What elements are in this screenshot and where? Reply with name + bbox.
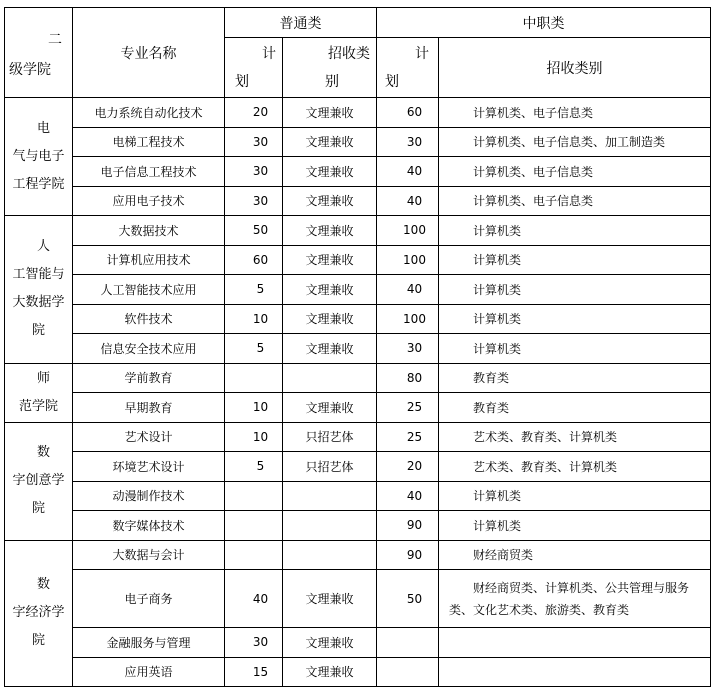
vcategory-cell: 计算机类 xyxy=(439,481,711,511)
major-cell: 大数据技术 xyxy=(73,216,225,246)
table-row xyxy=(5,481,711,511)
category-cell: 文理兼收 xyxy=(283,186,377,216)
vocational-header: 中职类 xyxy=(377,8,711,38)
table-row xyxy=(5,452,711,482)
category-cell: 只招艺体 xyxy=(283,422,377,452)
vplan-cell: 30 xyxy=(377,334,439,364)
vplan-cell: 100 xyxy=(377,304,439,334)
vcategory-cell: 计算机类、电子信息类 xyxy=(439,157,711,187)
table-row xyxy=(5,186,711,216)
vplan-cell: 40 xyxy=(377,481,439,511)
vplan-cell: 40 xyxy=(377,186,439,216)
plan-cell: 5 xyxy=(225,452,283,482)
category-cell: 文理兼收 xyxy=(283,127,377,157)
college-name-line: 字经济学 xyxy=(12,605,65,621)
college-name-line: 院 xyxy=(31,633,45,649)
category-header-part2: 别 xyxy=(325,74,339,90)
table-row xyxy=(5,304,711,334)
major-cell: 信息安全技术应用 xyxy=(73,334,225,364)
vplan-cell: 20 xyxy=(377,452,439,482)
vplan-cell: 30 xyxy=(377,127,439,157)
vcategory-cell: 教育类 xyxy=(439,393,711,423)
major-cell: 人工智能技术应用 xyxy=(73,275,225,305)
college-header-part1: 二 xyxy=(48,31,62,48)
plan-header xyxy=(225,38,283,98)
major-cell: 动漫制作技术 xyxy=(73,481,225,511)
vplan-cell: 25 xyxy=(377,422,439,452)
college-name-line: 工程学院 xyxy=(12,176,65,192)
category-cell: 文理兼收 xyxy=(283,275,377,305)
vplan-cell: 100 xyxy=(377,216,439,246)
major-cell: 电子信息工程技术 xyxy=(73,157,225,187)
vplan-header xyxy=(377,38,439,98)
category-cell: 文理兼收 xyxy=(283,628,377,658)
vcategory-cell: 计算机类 xyxy=(439,245,711,275)
major-header: 专业名称 xyxy=(73,8,225,98)
major-cell: 应用电子技术 xyxy=(73,186,225,216)
category-header-part1: 招收类 xyxy=(328,46,370,62)
major-cell: 电梯工程技术 xyxy=(73,127,225,157)
plan-cell xyxy=(225,363,283,393)
college-name xyxy=(5,363,73,422)
plan-cell: 30 xyxy=(225,127,283,157)
plan-cell: 30 xyxy=(225,157,283,187)
vplan-cell: 50 xyxy=(377,570,439,628)
enrollment-plan-table xyxy=(4,7,711,687)
plan-cell: 10 xyxy=(225,393,283,423)
vcategory-cell: 财经商贸类、计算机类、公共管理与服务类、文化艺术类、旅游类、教育类 xyxy=(439,570,711,628)
vcategory-header: 招收类别 xyxy=(439,38,711,98)
plan-cell xyxy=(225,540,283,570)
vplan-header-part2: 划 xyxy=(385,74,399,90)
plan-cell: 20 xyxy=(225,98,283,128)
college-name-line: 数 xyxy=(36,577,50,593)
category-cell: 文理兼收 xyxy=(283,216,377,246)
category-cell xyxy=(283,540,377,570)
vcategory-cell: 计算机类、电子信息类、加工制造类 xyxy=(439,127,711,157)
category-cell: 文理兼收 xyxy=(283,245,377,275)
vcategory-cell: 计算机类 xyxy=(439,304,711,334)
major-cell: 数字媒体技术 xyxy=(73,511,225,541)
category-cell: 文理兼收 xyxy=(283,304,377,334)
table-row xyxy=(5,540,711,570)
college-name xyxy=(5,540,73,687)
table-row xyxy=(5,245,711,275)
category-cell: 文理兼收 xyxy=(283,98,377,128)
vcategory-cell: 计算机类 xyxy=(439,511,711,541)
vcategory-cell: 教育类 xyxy=(439,363,711,393)
college-name-line: 院 xyxy=(31,323,45,339)
table-row xyxy=(5,157,711,187)
plan-cell xyxy=(225,481,283,511)
plan-header-part2: 划 xyxy=(235,74,249,90)
college-name-line: 气与电子 xyxy=(12,148,65,164)
college-name xyxy=(5,422,73,540)
category-cell xyxy=(283,511,377,541)
plan-cell: 60 xyxy=(225,245,283,275)
table-row xyxy=(5,393,711,423)
plan-cell: 5 xyxy=(225,275,283,305)
major-cell: 早期教育 xyxy=(73,393,225,423)
college-name-line: 工智能与 xyxy=(12,267,65,283)
vplan-cell xyxy=(377,628,439,658)
vcategory-cell xyxy=(439,628,711,658)
table-row xyxy=(5,511,711,541)
major-cell: 大数据与会计 xyxy=(73,540,225,570)
vcategory-cell xyxy=(439,657,711,687)
college-name-line: 院 xyxy=(31,501,45,516)
plan-header-part1: 计 xyxy=(262,46,276,62)
college-name-line: 人 xyxy=(36,239,50,255)
vplan-cell xyxy=(377,657,439,687)
table-body xyxy=(5,8,711,687)
college-header-part2: 级学院 xyxy=(9,61,51,78)
plan-cell: 30 xyxy=(225,628,283,658)
college-header xyxy=(5,8,73,98)
vcategory-cell: 艺术类、教育类、计算机类 xyxy=(439,452,711,482)
vcategory-cell: 财经商贸类 xyxy=(439,540,711,570)
college-name-line: 数 xyxy=(36,445,50,460)
plan-cell: 30 xyxy=(225,186,283,216)
college-name xyxy=(5,216,73,364)
plan-cell: 10 xyxy=(225,304,283,334)
table-row xyxy=(5,98,711,128)
category-cell xyxy=(283,481,377,511)
college-name-line: 范学院 xyxy=(18,398,58,414)
plan-cell: 50 xyxy=(225,216,283,246)
major-cell: 环境艺术设计 xyxy=(73,452,225,482)
major-cell: 应用英语 xyxy=(73,657,225,687)
plan-cell: 10 xyxy=(225,422,283,452)
vcategory-cell: 计算机类 xyxy=(439,334,711,364)
major-cell: 艺术设计 xyxy=(73,422,225,452)
vplan-cell: 100 xyxy=(377,245,439,275)
header-row-1 xyxy=(5,8,711,38)
plan-cell xyxy=(225,511,283,541)
category-cell: 文理兼收 xyxy=(283,570,377,628)
major-cell: 计算机应用技术 xyxy=(73,245,225,275)
table-row xyxy=(5,275,711,305)
table-row xyxy=(5,363,711,393)
category-cell: 文理兼收 xyxy=(283,657,377,687)
category-cell: 文理兼收 xyxy=(283,334,377,364)
vplan-header-part1: 计 xyxy=(415,46,429,62)
category-cell: 只招艺体 xyxy=(283,452,377,482)
category-header xyxy=(283,38,377,98)
vcategory-cell: 计算机类 xyxy=(439,275,711,305)
major-cell: 电子商务 xyxy=(73,570,225,628)
vplan-cell: 80 xyxy=(377,363,439,393)
vplan-cell: 25 xyxy=(377,393,439,423)
category-cell xyxy=(283,363,377,393)
vcategory-cell: 计算机类、电子信息类 xyxy=(439,98,711,128)
plan-cell: 15 xyxy=(225,657,283,687)
major-cell: 电力系统自动化技术 xyxy=(73,98,225,128)
vcategory-cell: 艺术类、教育类、计算机类 xyxy=(439,422,711,452)
college-name xyxy=(5,98,73,216)
table-row xyxy=(5,570,711,628)
major-cell: 金融服务与管理 xyxy=(73,628,225,658)
table-row xyxy=(5,628,711,658)
college-name-line: 字创意学 xyxy=(12,473,65,488)
table-row xyxy=(5,657,711,687)
category-cell: 文理兼收 xyxy=(283,157,377,187)
table-row xyxy=(5,422,711,452)
vplan-cell: 90 xyxy=(377,511,439,541)
category-cell: 文理兼收 xyxy=(283,393,377,423)
general-header: 普通类 xyxy=(225,8,377,38)
college-name-line: 师 xyxy=(36,370,50,386)
college-name-line: 电 xyxy=(36,120,50,136)
vcategory-cell: 计算机类、电子信息类 xyxy=(439,186,711,216)
vplan-cell: 90 xyxy=(377,540,439,570)
vplan-cell: 40 xyxy=(377,275,439,305)
major-cell: 软件技术 xyxy=(73,304,225,334)
table-row xyxy=(5,334,711,364)
table-row xyxy=(5,216,711,246)
vplan-cell: 40 xyxy=(377,157,439,187)
plan-cell: 5 xyxy=(225,334,283,364)
table-row xyxy=(5,127,711,157)
plan-cell: 40 xyxy=(225,570,283,628)
college-name-line: 大数据学 xyxy=(12,295,65,311)
vcategory-cell: 计算机类 xyxy=(439,216,711,246)
vplan-cell: 60 xyxy=(377,98,439,128)
major-cell: 学前教育 xyxy=(73,363,225,393)
